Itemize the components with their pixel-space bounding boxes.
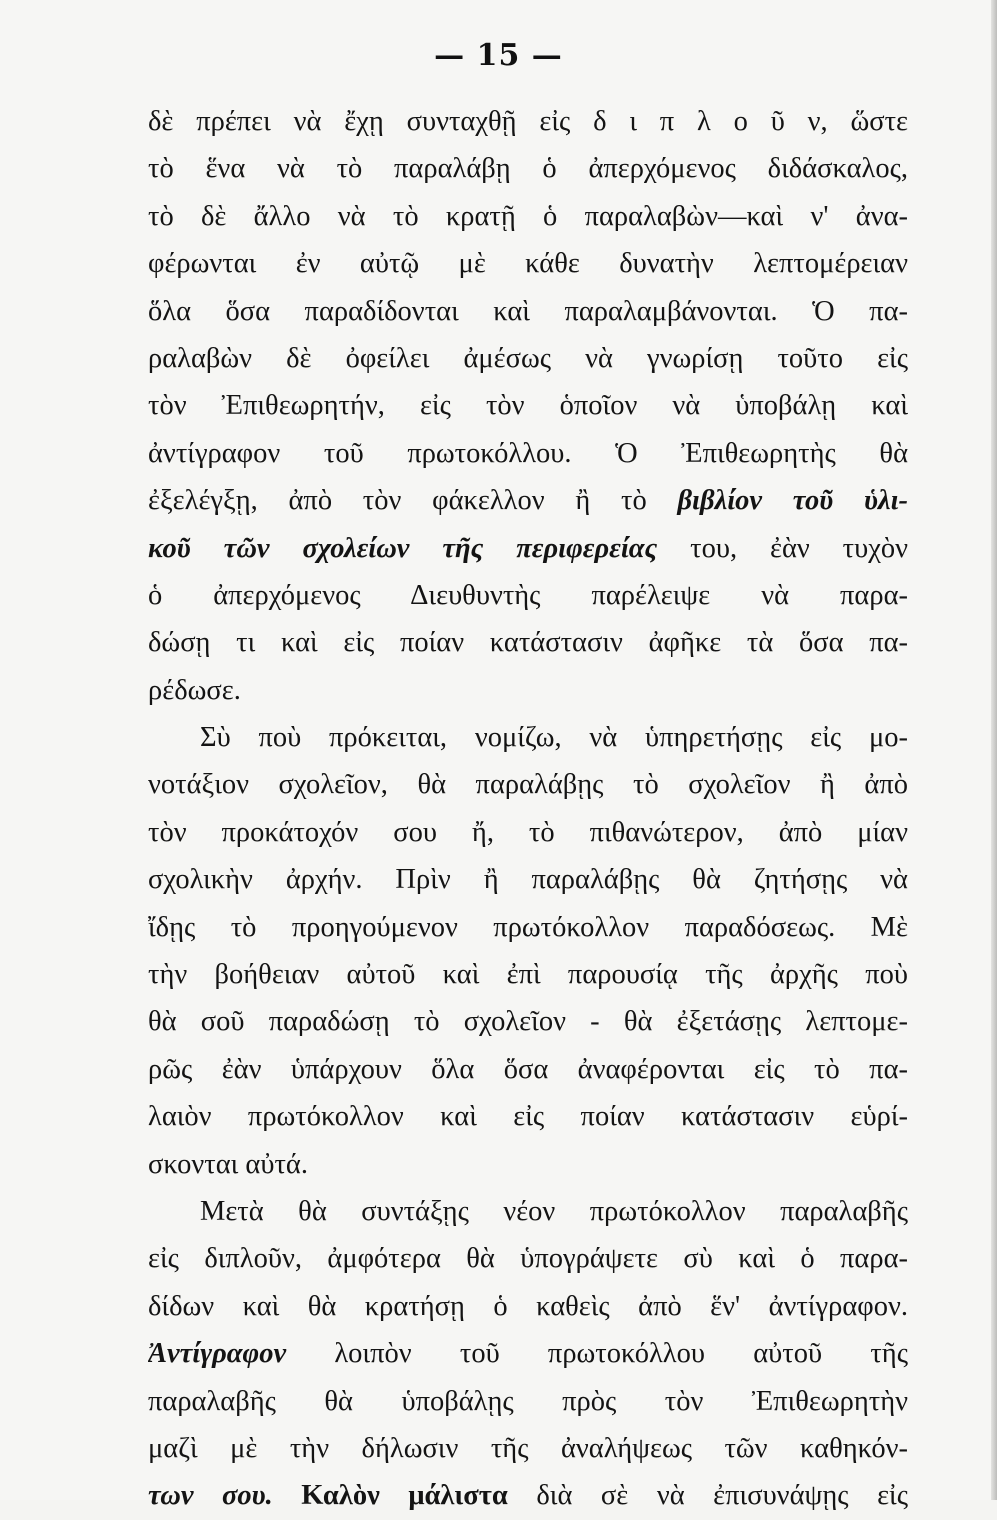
text-line <box>148 904 908 951</box>
emphasized-text: Ἀντίγραφον <box>148 1338 287 1370</box>
text-run: ἴδῃς τὸ προηγούμενον πρωτόκολλον παραδόσεως. Μὲ <box>148 911 908 943</box>
text-run: μαζὶ μὲ τὴν δήλωσιν τῆς ἀναλήψεως τῶν καθηκόν- <box>148 1432 908 1464</box>
text-line <box>148 1330 908 1377</box>
text-line <box>148 98 908 145</box>
text-run: δώσῃ τι καὶ εἰς ποίαν κατάστασιν ἀφῆκε τὰ ὅσα πα- <box>148 627 908 659</box>
text-line <box>148 193 908 240</box>
text-line <box>148 1093 908 1140</box>
text-run: ὅλα ὅσα παραδίδονται καὶ παραλαμβάνονται. Ὁ πα- <box>148 295 908 327</box>
text-line <box>148 1472 908 1519</box>
emphasized-text: βιβλίον τοῦ ὑλι- <box>677 485 908 517</box>
text-line <box>148 288 908 335</box>
text-run: τὸν Ἐπιθεωρητήν, εἰς τὸν ὁποῖον νὰ ὑποβάλῃ καὶ <box>148 390 908 422</box>
text-line <box>148 1046 908 1093</box>
text-run: τὸν προκάτοχόν σου ἤ, τὸ πιθανώτερον, ἀπὸ μίαν <box>148 816 908 848</box>
text-run: ἀντίγραφον τοῦ πρωτοκόλλου. Ὁ Ἐπιθεωρητὴς θὰ <box>148 437 908 469</box>
body-text <box>148 98 908 1520</box>
page-number: — 15 — <box>434 38 563 73</box>
text-line <box>148 951 908 998</box>
text-line <box>148 856 908 903</box>
text-line <box>148 382 908 429</box>
text-line <box>148 667 908 714</box>
text-run: δίδων καὶ θὰ κρατήσῃ ὁ καθεὶς ἀπὸ ἕν' ἀντίγραφον. <box>148 1290 908 1322</box>
text-line <box>148 1378 908 1425</box>
text-line <box>148 1425 908 1472</box>
text-run: ρέδωσε. <box>148 674 241 706</box>
text-run: ρῶς ἐὰν ὑπάρχουν ὅλα ὅσα ἀναφέρονται εἰς τὸ πα- <box>148 1053 908 1085</box>
text-run: Σὺ ποὺ πρόκειται, νομίζω, νὰ ὑπηρετήσῃς εἰς μο- <box>200 722 908 754</box>
text-run: τὴν βοήθειαν αὐτοῦ καὶ ἐπὶ παρουσίᾳ τῆς ἀρχῆς ποὺ <box>148 959 908 991</box>
text-line <box>148 335 908 382</box>
text-line <box>148 430 908 477</box>
text-line <box>148 1235 908 1282</box>
text-line <box>148 525 908 572</box>
text-run: διὰ σὲ νὰ ἐπισυνάψῃς εἰς <box>507 1480 908 1512</box>
text-line <box>148 998 908 1045</box>
text-run: νοτάξιον σχολεῖον, θὰ παραλάβῃς τὸ σχολεῖον ἢ ἀπὸ <box>148 769 908 801</box>
text-run: σχολικὴν ἀρχήν. Πρὶν ἢ παραλάβῃς θὰ ζητήσῃς νὰ <box>148 864 908 896</box>
emphasized-text: κοῦ τῶν σχολείων τῆς περιφερείας <box>148 532 658 564</box>
text-run: Μετὰ θὰ συντάξῃς νέον πρωτόκολλον παραλαβῆς <box>200 1195 908 1227</box>
text-run: εἰς διπλοῦν, ἀμφότερα θὰ ὑπογράψετε σὺ καὶ ὁ παρα- <box>148 1243 908 1275</box>
text-run <box>273 1480 302 1511</box>
text-run: λοιπὸν τοῦ πρωτοκόλλου αὐτοῦ τῆς <box>286 1338 908 1370</box>
text-run: τὸ ἕνα νὰ τὸ παραλάβῃ ὁ ἀπερχόμενος διδάσκαλος, <box>148 153 908 185</box>
text-run: θὰ σοῦ παραδώσῃ τὸ σχολεῖον - θὰ ἐξετάσῃς λεπτομε- <box>148 1006 908 1038</box>
emphasized-text: των σου. <box>148 1480 273 1512</box>
text-line <box>148 572 908 619</box>
text-line <box>148 714 908 761</box>
emphasized-text: Καλὸν μάλιστα <box>301 1480 508 1512</box>
text-line <box>148 145 908 192</box>
text-run: ὁ ἀπερχόμενος Διευθυντὴς παρέλειψε νὰ παρα- <box>148 579 908 611</box>
text-line <box>148 619 908 666</box>
text-run: τὸ δὲ ἄλλο νὰ τὸ κρατῇ ὁ παραλαβὼν—καὶ ν' ἀνα- <box>148 200 908 232</box>
text-line <box>148 1188 908 1235</box>
text-line <box>148 761 908 808</box>
text-line <box>148 1283 908 1330</box>
text-line <box>148 809 908 856</box>
text-line <box>148 240 908 287</box>
text-line <box>148 1141 908 1188</box>
page-edge-shadow <box>991 0 997 1500</box>
text-run: δὲ πρέπει νὰ ἔχῃ συνταχθῇ εἰς δ ι π λ ο ῦ ν, ὥστε <box>148 106 908 137</box>
text-run: ἐξελέγξῃ, ἀπὸ τὸν φάκελλον ἢ τὸ <box>148 485 678 517</box>
text-run: φέρωνται ἐν αὐτῷ μὲ κάθε δυνατὴν λεπτομέρειαν <box>148 248 908 280</box>
text-run: του, ἐὰν τυχὸν <box>657 532 908 564</box>
text-run: ραλαβὼν δὲ ὀφείλει ἀμέσως νὰ γνωρίσῃ τοῦτο εἰς <box>148 342 908 374</box>
text-run: παραλαβῆς θὰ ὑποβάλῃς πρὸς τὸν Ἐπιθεωρητὴν <box>148 1385 908 1417</box>
text-run: λαιὸν πρωτόκολλον καὶ εἰς ποίαν κατάστασιν εὑρί- <box>148 1101 908 1133</box>
text-run: σκονται αὐτά. <box>148 1148 308 1180</box>
text-line <box>148 477 908 524</box>
